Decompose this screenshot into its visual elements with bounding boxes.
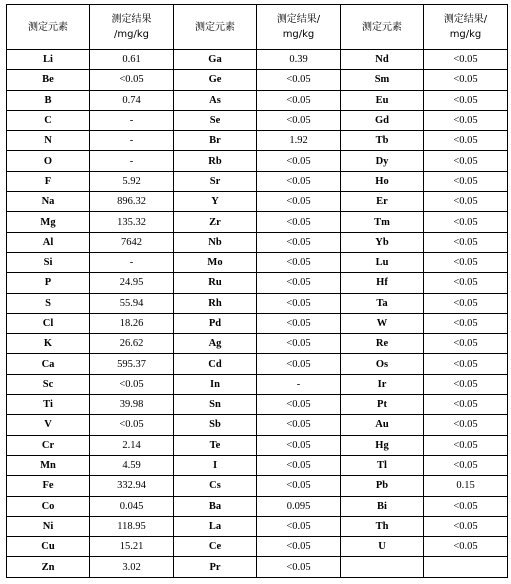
element-symbol-cell: Br — [174, 131, 257, 151]
header-result-1-line1: 测定结果 — [111, 14, 152, 25]
element-symbol-cell: Nb — [174, 232, 257, 252]
element-symbol-cell: K — [7, 334, 90, 354]
element-symbol-cell: Ho — [341, 171, 424, 191]
result-value-cell: <0.05 — [257, 516, 341, 536]
result-value-cell: <0.05 — [257, 212, 341, 232]
result-value-cell: <0.05 — [90, 374, 174, 394]
result-value-cell: <0.05 — [424, 110, 508, 130]
element-results-table — [6, 4, 508, 578]
header-result-1-line2: /mg/kg — [114, 29, 149, 40]
result-value-cell: - — [90, 110, 174, 130]
element-symbol-cell: Ba — [174, 496, 257, 516]
result-value-cell: 332.94 — [90, 476, 174, 496]
element-symbol-cell: Dy — [341, 151, 424, 171]
element-symbol-cell: Cd — [174, 354, 257, 374]
result-value-cell: 1.92 — [257, 131, 341, 151]
result-value-cell: <0.05 — [257, 232, 341, 252]
element-symbol-cell: Ge — [174, 70, 257, 90]
table-row — [7, 70, 508, 90]
element-symbol-cell: Gd — [341, 110, 424, 130]
header-element-3: 测定元素 — [341, 5, 424, 50]
result-value-cell: <0.05 — [424, 50, 508, 70]
result-value-cell: <0.05 — [424, 151, 508, 171]
element-symbol-cell: Eu — [341, 90, 424, 110]
result-value-cell: <0.05 — [257, 192, 341, 212]
table-row — [7, 131, 508, 151]
element-symbol-cell: Bi — [341, 496, 424, 516]
result-value-cell: <0.05 — [257, 110, 341, 130]
result-value-cell: <0.05 — [424, 334, 508, 354]
result-value-cell: 3.02 — [90, 557, 174, 577]
table-row — [7, 516, 508, 536]
result-value-cell: 896.32 — [90, 192, 174, 212]
element-symbol-cell: Si — [7, 252, 90, 272]
result-value-cell: 0.095 — [257, 496, 341, 516]
element-symbol-cell: Rh — [174, 293, 257, 313]
element-symbol-cell: Pr — [174, 557, 257, 577]
element-symbol-cell: Se — [174, 110, 257, 130]
result-value-cell: <0.05 — [257, 435, 341, 455]
table-container — [6, 4, 508, 578]
element-symbol-cell: Co — [7, 496, 90, 516]
result-value-cell: 118.95 — [90, 516, 174, 536]
result-value-cell: <0.05 — [257, 334, 341, 354]
element-symbol-cell: Zr — [174, 212, 257, 232]
element-symbol-cell: P — [7, 273, 90, 293]
element-symbol-cell: Au — [341, 415, 424, 435]
result-value-cell: 15.21 — [90, 537, 174, 557]
table-row — [7, 110, 508, 130]
result-value-cell: <0.05 — [424, 273, 508, 293]
element-symbol-cell: Sm — [341, 70, 424, 90]
result-value-cell: - — [257, 374, 341, 394]
result-value-cell: <0.05 — [424, 435, 508, 455]
table-row — [7, 455, 508, 475]
result-value-cell: <0.05 — [257, 313, 341, 333]
element-symbol-cell: S — [7, 293, 90, 313]
result-value-cell: - — [90, 151, 174, 171]
element-symbol-cell: Tl — [341, 455, 424, 475]
element-symbol-cell: Pd — [174, 313, 257, 333]
result-value-cell: <0.05 — [257, 90, 341, 110]
table-row — [7, 232, 508, 252]
element-symbol-cell: Sn — [174, 395, 257, 415]
result-value-cell: <0.05 — [257, 252, 341, 272]
result-value-cell: 0.39 — [257, 50, 341, 70]
element-symbol-cell: Sc — [7, 374, 90, 394]
element-symbol-cell: V — [7, 415, 90, 435]
element-symbol-cell: Th — [341, 516, 424, 536]
table-row — [7, 192, 508, 212]
element-symbol-cell: C — [7, 110, 90, 130]
element-symbol-cell: Ag — [174, 334, 257, 354]
result-value-cell: <0.05 — [424, 537, 508, 557]
result-value-cell — [424, 557, 508, 577]
result-value-cell: 39.98 — [90, 395, 174, 415]
element-symbol-cell: Cs — [174, 476, 257, 496]
table-header — [7, 5, 508, 50]
element-symbol-cell: Pb — [341, 476, 424, 496]
result-value-cell: <0.05 — [424, 252, 508, 272]
element-symbol-cell: Os — [341, 354, 424, 374]
header-row — [7, 5, 508, 50]
result-value-cell: 7642 — [90, 232, 174, 252]
result-value-cell: 24.95 — [90, 273, 174, 293]
element-symbol-cell: Mo — [174, 252, 257, 272]
result-value-cell: <0.05 — [424, 232, 508, 252]
result-value-cell: - — [90, 131, 174, 151]
table-row — [7, 557, 508, 577]
element-symbol-cell: Sb — [174, 415, 257, 435]
result-value-cell: <0.05 — [424, 171, 508, 191]
table-row — [7, 151, 508, 171]
element-symbol-cell: Yb — [341, 232, 424, 252]
result-value-cell: <0.05 — [424, 374, 508, 394]
result-value-cell: <0.05 — [424, 415, 508, 435]
element-symbol-cell: Li — [7, 50, 90, 70]
element-symbol-cell: Sr — [174, 171, 257, 191]
result-value-cell: <0.05 — [424, 395, 508, 415]
element-symbol-cell: I — [174, 455, 257, 475]
element-symbol-cell: Er — [341, 192, 424, 212]
element-symbol-cell: In — [174, 374, 257, 394]
table-row — [7, 374, 508, 394]
result-value-cell: <0.05 — [257, 151, 341, 171]
element-symbol-cell: Ru — [174, 273, 257, 293]
table-row — [7, 395, 508, 415]
result-value-cell: - — [90, 252, 174, 272]
table-row — [7, 435, 508, 455]
result-value-cell: 595.37 — [90, 354, 174, 374]
element-symbol-cell: Hg — [341, 435, 424, 455]
table-row — [7, 537, 508, 557]
element-symbol-cell: O — [7, 151, 90, 171]
element-symbol-cell: Pt — [341, 395, 424, 415]
result-value-cell: 18.26 — [90, 313, 174, 333]
result-value-cell: 0.15 — [424, 476, 508, 496]
result-value-cell: <0.05 — [424, 313, 508, 333]
header-result-1 — [90, 5, 174, 50]
element-symbol-cell: Hf — [341, 273, 424, 293]
header-result-3-line2: mg/kg — [449, 29, 482, 40]
result-value-cell: 5.92 — [90, 171, 174, 191]
element-symbol-cell: N — [7, 131, 90, 151]
element-symbol-cell: Re — [341, 334, 424, 354]
table-row — [7, 90, 508, 110]
result-value-cell: 0.61 — [90, 50, 174, 70]
element-symbol-cell: Mn — [7, 455, 90, 475]
header-result-3 — [424, 5, 508, 50]
result-value-cell: <0.05 — [90, 70, 174, 90]
result-value-cell: <0.05 — [424, 455, 508, 475]
result-value-cell: <0.05 — [90, 415, 174, 435]
element-symbol-cell: Rb — [174, 151, 257, 171]
header-result-2 — [257, 5, 341, 50]
table-row — [7, 212, 508, 232]
result-value-cell: <0.05 — [257, 293, 341, 313]
result-value-cell: 0.74 — [90, 90, 174, 110]
header-result-3-line1: 测定结果/ — [443, 14, 488, 25]
result-value-cell: <0.05 — [424, 496, 508, 516]
result-value-cell: <0.05 — [424, 70, 508, 90]
result-value-cell: <0.05 — [257, 273, 341, 293]
header-element-1: 测定元素 — [7, 5, 90, 50]
element-symbol-cell: Na — [7, 192, 90, 212]
element-symbol-cell: Ce — [174, 537, 257, 557]
table-row — [7, 50, 508, 70]
table-row — [7, 415, 508, 435]
element-symbol-cell: B — [7, 90, 90, 110]
table-row — [7, 293, 508, 313]
element-symbol-cell: La — [174, 516, 257, 536]
element-symbol-cell: Te — [174, 435, 257, 455]
result-value-cell: <0.05 — [257, 395, 341, 415]
element-symbol-cell — [341, 557, 424, 577]
result-value-cell: <0.05 — [424, 192, 508, 212]
element-symbol-cell: As — [174, 90, 257, 110]
result-value-cell: 0.045 — [90, 496, 174, 516]
element-symbol-cell: Cu — [7, 537, 90, 557]
element-symbol-cell: Ti — [7, 395, 90, 415]
result-value-cell: <0.05 — [257, 415, 341, 435]
result-value-cell: <0.05 — [424, 293, 508, 313]
element-symbol-cell: Y — [174, 192, 257, 212]
element-symbol-cell: Ga — [174, 50, 257, 70]
table-row — [7, 171, 508, 191]
result-value-cell: 135.32 — [90, 212, 174, 232]
table-row — [7, 334, 508, 354]
element-symbol-cell: Fe — [7, 476, 90, 496]
result-value-cell: <0.05 — [257, 476, 341, 496]
header-result-2-line2: mg/kg — [282, 29, 315, 40]
result-value-cell: <0.05 — [257, 557, 341, 577]
element-symbol-cell: Al — [7, 232, 90, 252]
element-symbol-cell: Be — [7, 70, 90, 90]
result-value-cell: <0.05 — [424, 516, 508, 536]
result-value-cell: 2.14 — [90, 435, 174, 455]
element-symbol-cell: Cl — [7, 313, 90, 333]
element-symbol-cell: Ir — [341, 374, 424, 394]
element-symbol-cell: Ca — [7, 354, 90, 374]
table-row — [7, 313, 508, 333]
element-symbol-cell: F — [7, 171, 90, 191]
element-symbol-cell: Tm — [341, 212, 424, 232]
table-row — [7, 354, 508, 374]
element-symbol-cell: Tb — [341, 131, 424, 151]
header-element-2: 测定元素 — [174, 5, 257, 50]
result-value-cell: 4.59 — [90, 455, 174, 475]
header-result-2-line1: 测定结果/ — [276, 14, 321, 25]
result-value-cell: <0.05 — [257, 455, 341, 475]
result-value-cell: <0.05 — [424, 212, 508, 232]
element-symbol-cell: Lu — [341, 252, 424, 272]
element-symbol-cell: Nd — [341, 50, 424, 70]
table-row — [7, 273, 508, 293]
result-value-cell: <0.05 — [257, 537, 341, 557]
result-value-cell: 55.94 — [90, 293, 174, 313]
element-symbol-cell: U — [341, 537, 424, 557]
table-row — [7, 476, 508, 496]
result-value-cell: <0.05 — [257, 171, 341, 191]
table-body — [7, 50, 508, 578]
result-value-cell: <0.05 — [257, 70, 341, 90]
result-value-cell: <0.05 — [424, 90, 508, 110]
element-symbol-cell: Mg — [7, 212, 90, 232]
element-symbol-cell: W — [341, 313, 424, 333]
element-symbol-cell: Cr — [7, 435, 90, 455]
table-row — [7, 496, 508, 516]
element-symbol-cell: Zn — [7, 557, 90, 577]
element-symbol-cell: Ta — [341, 293, 424, 313]
result-value-cell: <0.05 — [257, 354, 341, 374]
result-value-cell: 26.62 — [90, 334, 174, 354]
result-value-cell: <0.05 — [424, 131, 508, 151]
table-row — [7, 252, 508, 272]
element-symbol-cell: Ni — [7, 516, 90, 536]
result-value-cell: <0.05 — [424, 354, 508, 374]
